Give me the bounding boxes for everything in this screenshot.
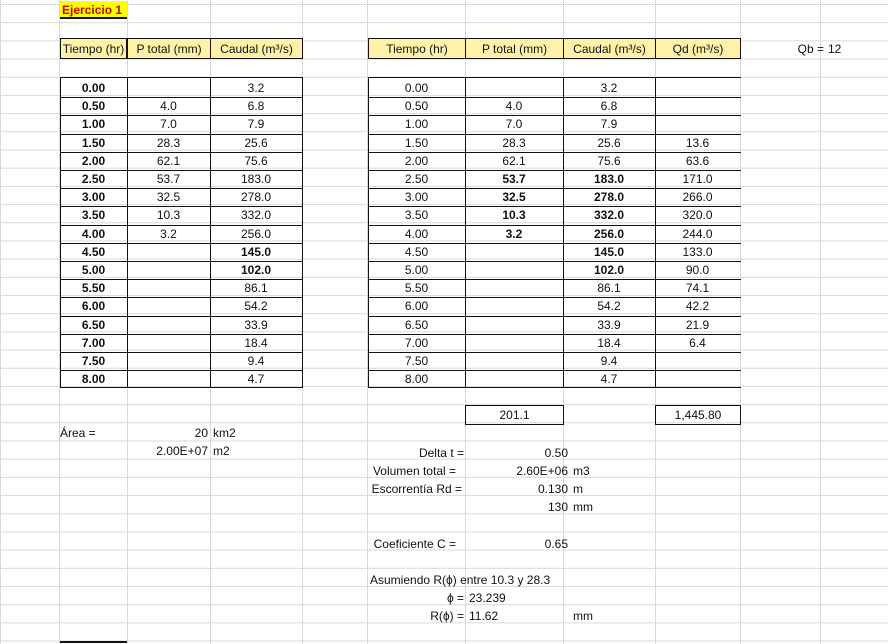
left-table-cell[interactable]: 10.3 <box>156 208 181 223</box>
rphi-label: R(ϕ) = <box>430 609 464 623</box>
right-table-cell[interactable]: 1.00 <box>404 117 429 132</box>
escorrentia-mm-value[interactable]: 130 <box>547 500 568 514</box>
right-table-cell[interactable] <box>465 261 563 279</box>
right-table-cell[interactable]: 28.3 <box>502 135 526 150</box>
escorrentia-m-value[interactable]: 0.130 <box>537 482 568 496</box>
left-table-cell[interactable]: 25.6 <box>244 135 268 150</box>
left-table-cell[interactable]: 4.50 <box>81 244 106 259</box>
right-table-cell[interactable]: 266.0 <box>682 190 713 205</box>
left-table-cell[interactable]: 9.4 <box>247 354 265 368</box>
coeficiente-label: Coeficiente C = <box>373 537 456 551</box>
right-table-cell[interactable]: 133.0 <box>682 244 713 259</box>
right-table-cell[interactable]: 3.2 <box>505 226 523 241</box>
left-table-cell[interactable]: 183.0 <box>240 172 272 186</box>
left-table-cell[interactable]: 7.00 <box>81 335 106 350</box>
cell-border <box>60 641 127 643</box>
right-table-cell[interactable]: 0.50 <box>404 99 429 114</box>
right-table-cell[interactable]: 53.7 <box>502 172 526 186</box>
qb-label: Qb = <box>797 42 824 56</box>
qb-value[interactable]: 12 <box>828 42 842 56</box>
right-header-caudal[interactable]: Caudal (m³/s) <box>563 38 656 59</box>
left-table-cell[interactable] <box>127 316 210 334</box>
left-table-cell[interactable]: 8.00 <box>81 372 106 387</box>
right-table-cell[interactable]: 4.7 <box>600 372 618 387</box>
left-table-cell[interactable]: 54.2 <box>244 299 268 314</box>
exercise-title[interactable]: Ejercicio 1 <box>60 1 127 19</box>
right-table-cell[interactable]: 75.6 <box>597 153 621 168</box>
right-table-cell[interactable]: 63.6 <box>685 153 710 168</box>
right-table-cell[interactable]: 5.00 <box>404 263 429 277</box>
left-table-cell[interactable]: 1.50 <box>81 135 106 150</box>
right-table-cell[interactable]: 32.5 <box>502 190 526 205</box>
phi-label: ϕ = <box>446 591 464 605</box>
left-table-cell[interactable]: 0.00 <box>81 81 106 95</box>
left-header-ptotal[interactable]: P total (mm) <box>127 38 211 59</box>
right-table-cell[interactable]: 13.6 <box>685 135 710 150</box>
right-table-cell[interactable]: 256.0 <box>593 226 625 241</box>
right-table-cell[interactable] <box>465 279 563 297</box>
left-table-cell[interactable]: 4.00 <box>81 226 106 241</box>
left-table-cell[interactable]: 0.50 <box>81 99 106 114</box>
area-m2-unit: m2 <box>213 444 230 458</box>
right-table-cell[interactable]: 6.4 <box>689 335 706 350</box>
right-table-cell[interactable]: 183.0 <box>593 172 625 186</box>
right-table-cell[interactable]: 0.00 <box>404 81 429 95</box>
right-table-cell[interactable]: 3.2 <box>600 81 618 95</box>
left-table-cell[interactable]: 28.3 <box>156 135 181 150</box>
right-table-cell[interactable]: 21.9 <box>685 317 710 332</box>
left-table-cell[interactable] <box>127 334 210 352</box>
left-table-cell[interactable]: 3.2 <box>160 226 177 241</box>
left-table-cell[interactable] <box>127 352 210 370</box>
right-table-cell[interactable] <box>655 352 740 370</box>
volumen-unit: m3 <box>573 464 590 478</box>
left-header-tiempo[interactable]: Tiempo (hr) <box>60 38 127 59</box>
right-table-cell[interactable]: 171.0 <box>682 172 713 186</box>
escorrentia-label: Escorrentía Rd = <box>371 482 462 496</box>
left-table-cell[interactable]: 6.50 <box>81 317 106 332</box>
right-table-cell[interactable]: 7.50 <box>404 354 429 368</box>
right-table-cell[interactable]: 332.0 <box>593 208 625 223</box>
volumen-label: Volumen total = <box>372 464 456 478</box>
right-table-cell[interactable]: 90.0 <box>685 263 710 277</box>
right-table-cell[interactable]: 3.50 <box>404 208 429 223</box>
right-table-cell[interactable]: 278.0 <box>593 190 625 205</box>
right-table-cell[interactable]: 1.50 <box>404 135 429 150</box>
left-table-cell[interactable]: 3.00 <box>81 190 106 205</box>
right-table-cell[interactable] <box>465 352 563 370</box>
phi-value[interactable]: 23.239 <box>469 591 506 605</box>
left-table-cell[interactable]: 332.0 <box>240 208 272 223</box>
left-table-cell[interactable]: 3.50 <box>81 208 106 223</box>
right-table-cell[interactable] <box>465 316 563 334</box>
right-table-cell[interactable]: 33.9 <box>597 317 621 332</box>
right-table-cell[interactable]: 2.50 <box>404 172 429 186</box>
right-table-cell[interactable]: 4.50 <box>404 244 429 259</box>
coeficiente-value[interactable]: 0.65 <box>544 537 568 551</box>
right-table-cell[interactable]: 244.0 <box>682 226 713 241</box>
right-table-cell[interactable]: 25.6 <box>597 135 621 150</box>
left-table-cell[interactable] <box>127 370 210 388</box>
asumiendo-note: Asumiendo R(ϕ) entre 10.3 y 28.3 <box>370 573 551 587</box>
left-table-cell[interactable]: 6.8 <box>247 99 265 114</box>
escorrentia-mm-unit: mm <box>573 500 593 514</box>
left-table-cell[interactable] <box>127 79 210 97</box>
right-table-cell[interactable]: 9.4 <box>600 354 618 368</box>
right-table-cell[interactable]: 18.4 <box>597 335 621 350</box>
left-table-cell[interactable]: 102.0 <box>240 263 272 277</box>
left-table-cell[interactable]: 75.6 <box>244 153 268 168</box>
left-table-cell[interactable] <box>127 243 210 261</box>
left-header-caudal[interactable]: Caudal (m³/s) <box>210 38 303 59</box>
right-table-cell[interactable]: 6.8 <box>600 99 618 114</box>
left-table-cell[interactable]: 5.50 <box>81 281 106 296</box>
left-table-cell[interactable]: 18.4 <box>244 335 268 350</box>
right-header-qd[interactable]: Qd (m³/s) <box>655 38 741 59</box>
left-table-cell[interactable]: 3.2 <box>247 81 265 95</box>
area-m2-value[interactable]: 2.00E+07 <box>156 444 208 458</box>
right-table-cell[interactable]: 7.00 <box>404 335 429 350</box>
right-table-cell[interactable] <box>655 115 740 133</box>
delta-t-value[interactable]: 0.50 <box>544 446 568 460</box>
right-table-cell[interactable]: 3.00 <box>404 190 429 205</box>
right-table-cell[interactable]: 102.0 <box>593 263 625 277</box>
right-table-cell[interactable]: 2.00 <box>404 153 429 168</box>
left-table-cell[interactable]: 53.7 <box>156 172 181 186</box>
right-table-cell[interactable]: 320.0 <box>682 208 713 223</box>
right-table-cell[interactable]: 86.1 <box>597 281 621 296</box>
left-table-cell[interactable] <box>127 279 210 297</box>
right-table-cell[interactable]: 8.00 <box>404 372 429 387</box>
left-table-cell[interactable]: 5.00 <box>81 263 106 277</box>
sum-qd[interactable]: 1,445.80 <box>655 405 741 425</box>
right-table-cell[interactable]: 54.2 <box>597 299 621 314</box>
right-table-cell[interactable]: 4.0 <box>505 99 523 114</box>
right-table-cell[interactable] <box>465 370 563 388</box>
rphi-unit: mm <box>573 609 593 623</box>
left-table-cell[interactable]: 278.0 <box>240 190 272 205</box>
right-table-cell[interactable]: 6.00 <box>404 299 429 314</box>
left-table-cell[interactable]: 32.5 <box>156 190 181 205</box>
left-table-cell[interactable]: 2.50 <box>81 172 106 186</box>
left-table-cell[interactable]: 86.1 <box>244 281 268 296</box>
right-table-cell[interactable]: 7.9 <box>600 117 618 132</box>
right-table-cell[interactable] <box>465 334 563 352</box>
right-table-cell[interactable] <box>465 79 563 97</box>
right-table-cell[interactable]: 10.3 <box>502 208 526 223</box>
right-table-cell[interactable] <box>465 243 563 261</box>
right-table-cell[interactable]: 42.2 <box>685 299 710 314</box>
left-table-cell[interactable] <box>127 297 210 315</box>
area-km2-unit: km2 <box>213 426 236 440</box>
right-header-tiempo[interactable]: Tiempo (hr) <box>368 38 466 59</box>
right-table-cell[interactable] <box>655 370 740 388</box>
left-table-cell[interactable]: 4.7 <box>247 372 265 387</box>
left-table-cell[interactable]: 1.00 <box>81 117 106 132</box>
left-table-cell[interactable]: 7.50 <box>81 354 106 368</box>
left-table-cell[interactable]: 145.0 <box>240 244 272 259</box>
right-table-cell[interactable]: 5.50 <box>404 281 429 296</box>
left-table-cell[interactable]: 7.9 <box>247 117 265 132</box>
right-table-cell[interactable]: 4.00 <box>404 226 429 241</box>
right-table-cell[interactable]: 145.0 <box>593 244 625 259</box>
left-table-cell[interactable]: 2.00 <box>81 153 106 168</box>
left-table-cell[interactable]: 33.9 <box>244 317 268 332</box>
right-table-cell[interactable]: 6.50 <box>404 317 429 332</box>
left-table-cell[interactable]: 256.0 <box>240 226 272 241</box>
right-table-cell[interactable] <box>465 297 563 315</box>
right-table-cell[interactable]: 74.1 <box>685 281 710 296</box>
left-table-cell[interactable]: 6.00 <box>81 299 106 314</box>
right-table-cell[interactable]: 7.0 <box>505 117 523 132</box>
area-km2-value[interactable]: 20 <box>194 426 208 440</box>
right-header-ptotal[interactable]: P total (mm) <box>465 38 564 59</box>
left-table-cell[interactable] <box>127 261 210 279</box>
delta-t-label: Delta t = <box>418 446 464 460</box>
escorrentia-m-unit: m <box>573 482 583 496</box>
left-table-cell[interactable]: 7.0 <box>160 117 177 132</box>
area-label: Área = <box>60 426 96 440</box>
rphi-value[interactable]: 11.62 <box>469 609 499 623</box>
right-table-cell[interactable] <box>655 79 740 97</box>
gridline <box>820 0 821 644</box>
volumen-value[interactable]: 2.60E+06 <box>516 464 568 478</box>
left-table-cell[interactable]: 4.0 <box>160 99 177 114</box>
right-table-cell[interactable]: 62.1 <box>502 153 526 168</box>
left-table-cell[interactable]: 62.1 <box>156 153 181 168</box>
sum-ptotal[interactable]: 201.1 <box>465 405 564 425</box>
right-table-cell[interactable] <box>655 97 740 115</box>
